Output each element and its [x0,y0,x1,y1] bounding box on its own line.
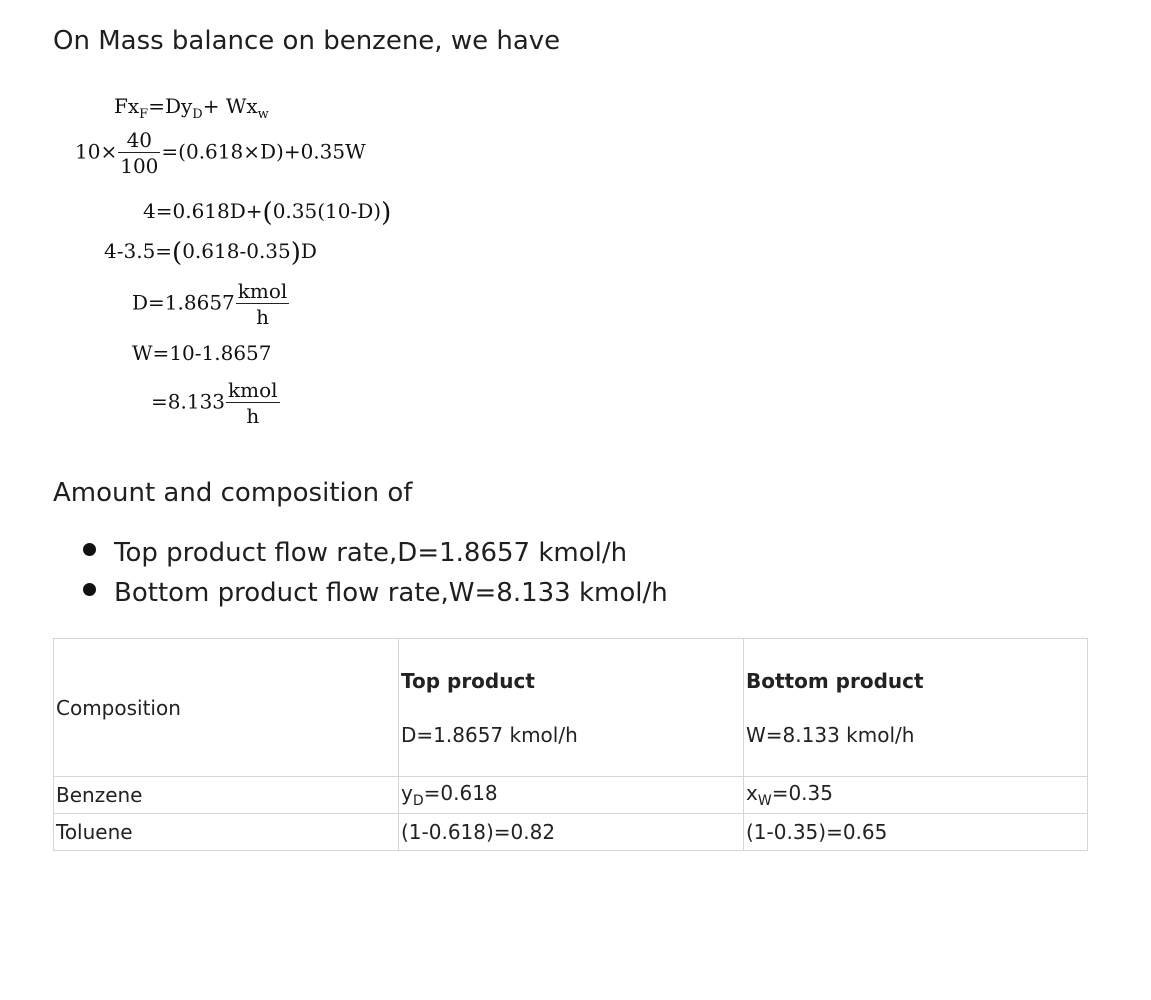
table-cell: Benzene [54,777,399,814]
header-cell: Composition [54,639,399,777]
simplified-equation: 4-3.5=(0.618-0.35)D [104,238,317,268]
residue-equation: W=10-1.8657 [132,341,272,365]
expansion-equation: 4=0.618D+(0.35(10-D)) [143,198,392,228]
bullet-icon [83,583,96,596]
residue-result: =8.133 $\frac{\text{kmol}}{h}$ [151,378,278,428]
list-item: Bottom product flow rate,W=8.133 kmol/h [83,578,668,618]
list-item: Top product flow rate,D=1.8657 kmol/h [83,538,668,578]
unit-fraction: $\frac{\text{kmol}}{h}$ [228,378,278,428]
distillate-result: D=1.8657 $\frac{\text{kmol}}{h}$ [132,279,288,329]
table-cell: $x_W=0.35$ [744,777,1088,814]
table-row [54,814,1088,851]
bullet-list [83,538,668,618]
header-cell: Top product D=1.8657 kmol/h [399,639,744,777]
section-heading: On Mass balance on benzene, we have [53,26,561,56]
table-cell: (1-0.35)=0.65 [744,814,1088,851]
bullet-icon [83,543,96,556]
header-cell: Bottom product W=8.133 kmol/h [744,639,1088,777]
substitution-equation: 10× $\frac{40}{100}$ =(0.618×D)+0.35W [75,128,366,178]
table-cell: $y_D=0.618$ [399,777,744,814]
table-header-row [54,639,1088,777]
table-row [54,777,1088,814]
unit-fraction: $\frac{\text{kmol}}{h}$ [237,279,288,329]
composition-table [53,638,1088,851]
mass-balance-equation: $Fx_F=Dy_D+ Wx_w$ [114,94,269,122]
table-cell: (1-0.618)=0.82 [399,814,744,851]
table-cell: Toluene [54,814,399,851]
section-heading: Amount and composition of [53,478,413,508]
fraction: $\frac{40}{100}$ [120,128,159,178]
